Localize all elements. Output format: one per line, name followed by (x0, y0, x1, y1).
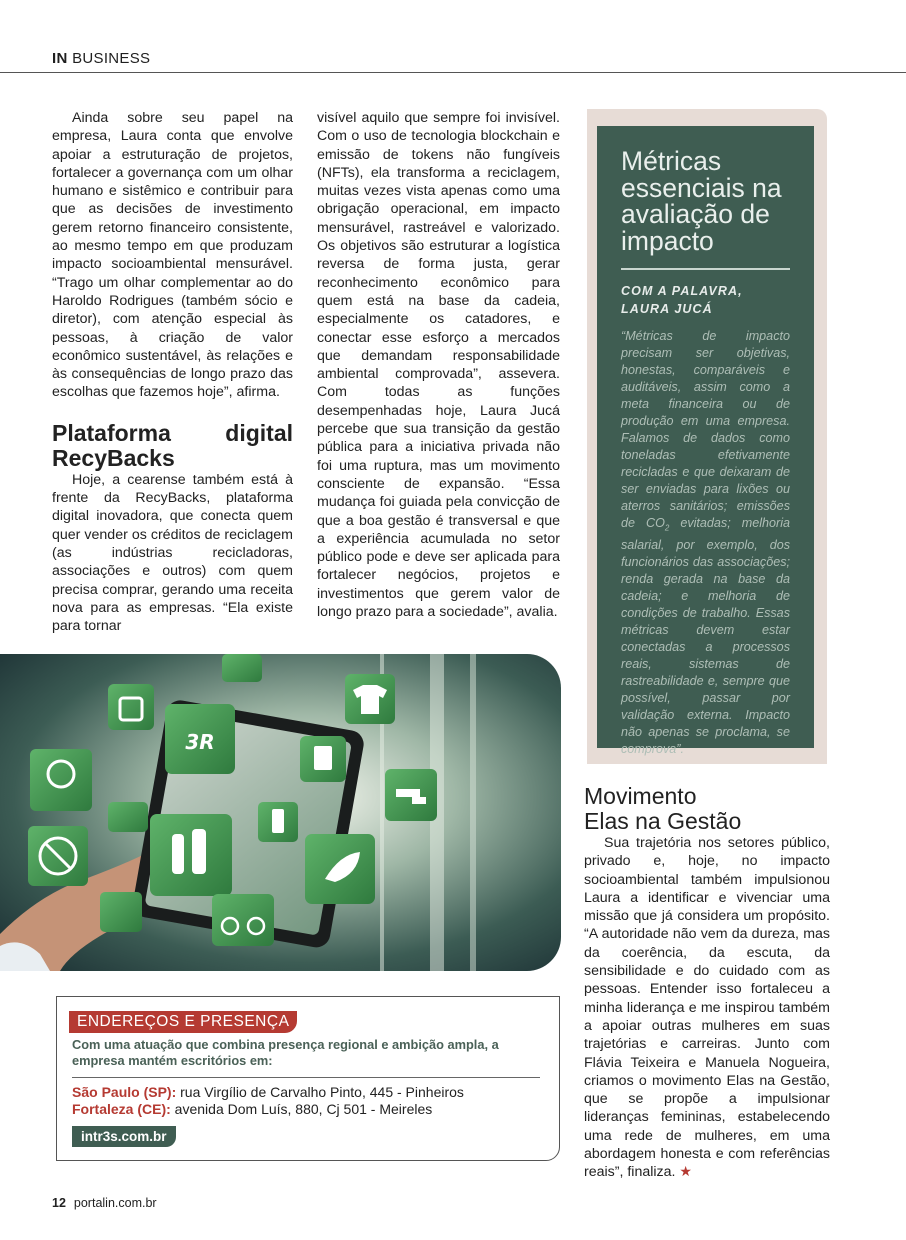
water-tile (222, 654, 262, 682)
bag-tile (108, 684, 154, 730)
sidebar-byline-2: LAURA JUCÁ (621, 302, 713, 316)
bike-tile (212, 894, 274, 946)
sidebar-divider (621, 268, 790, 270)
header-divider (0, 72, 906, 73)
company-website-link[interactable]: intr3s.com.br (72, 1126, 176, 1147)
office-fortaleza-address: avenida Dom Luís, 880, Cj 501 - Meireles (170, 1101, 433, 1117)
office-sao-paulo (72, 1084, 464, 1101)
col1-paragraph-1: Ainda sobre seu papel na empresa, Laura conta que envolve apoiar a estruturação de projetos, fortalecer a governança com um olhar humano e sistêmico e contribuir para que as decisões de investimento gerem retorno financeiro consistente, ao mesmo tempo em que produzam impacto socioambiental mensurável. “Trago um olhar complementar ao do Haroldo Rodrigues (também sócio e diretor), com atenção especial às pessoas, à criação de valor econômico sustentável, às relações e às consequências de longo prazo das escolhas que fazemos hoje”, afirma. (52, 110, 293, 401)
column-2 (317, 109, 560, 621)
bottle-icon-1 (172, 834, 184, 874)
section-header-bold: IN (52, 50, 68, 67)
recycling-tablet-illustration (0, 654, 561, 971)
page-number: 12 (52, 1196, 66, 1210)
office-fortaleza-city: Fortaleza (CE): (72, 1101, 171, 1117)
bulb-tile (30, 749, 92, 811)
col3-paragraph-text: Sua trajetória nos setores público, privado e, hoje, no impacto socioambiental também impulsionou Laura a identificar e vivenciar uma missão que já considera um propósito. “A autoridade não vem da dureza, mas da coerência, da escuta, da sensibilidade e do cuidado com as pessoas. Entender isso fortaleceu a minha liderança e me inspirou também a apoiar outras mulheres em suas trajetórias e carreiras. Junto com Flávia Teixeira e Manuela Nogueira, criamos o movimento Elas na Gestão, que se propõe a impulsionar lideranças femininas, estabelecendo uma rede de mulheres, em uma abordagem honesta e com referências reais”, finaliza. (584, 835, 830, 1181)
address-divider (72, 1077, 540, 1078)
plant-tile (108, 802, 148, 832)
sidebar-quote-b: evitadas; melhoria salarial, por exemplo, dos funcionários das associações; renda gerada na base da cadeia; e melhoria de condições de trabalho. Essas métricas devem estar conectadas a processos reais, sistemas de rastreabilidade e, sempre que possível, passar por validação externa. Impacto não apenas se proclama, se comprova”. (621, 516, 791, 756)
column-3 (584, 784, 830, 1182)
address-tag: ENDEREÇOS E PRESENÇA (69, 1011, 297, 1033)
sidebar-quote-a: “Métricas de impacto precisam ser objetivas, honestas, comparáveis e auditáveis, assim como a meta financeira ou de produção em uma empresa. Falamos de dados como toneladas efetivamente recicladas e que deixaram de ser enviadas para lixões ou aterros sanitários; emissões de CO (621, 329, 790, 530)
office-sao-paulo-address: rua Virgílio de Carvalho Pinto, 445 - Pinheiros (176, 1084, 464, 1100)
sidebar-quote-sub: 2 (664, 523, 670, 533)
col2-paragraph-1: visível aquilo que sempre foi invisível. Com o uso de tecnologia blockchain e emissão de tokens não fungíveis (NFTs), ela transforma a reciclagem, muitas vezes vista apenas como uma obrigação operacional, em impacto mensurável, rastreável e valorizado. Os objetivos são estruturar a logística reversa de forma justa, gerar reconhecimento econômico para quem está na base da cadeia, especialmente os catadores, e conectar esse esforço a mercados que demandam responsabilidade ambiental comprovada”, assevera. Com todas as funções desempenhadas hoje, Laura Jucá percebe que sua transição da gestão pública para a iniciativa privada não foi uma ruptura, mas um movimento consciente de expansão. “Essa mudança foi guiada pela convicção de que a boa gestão é transversal e que a experiência acumulada no setor público pode e deve ser aplicada para fortalecer negócios, projetos e investimentos que gerem valor de longo prazo para a sociedade”, avalia. (317, 110, 560, 621)
end-mark-icon: ★ (679, 1164, 693, 1181)
column-1 (52, 109, 293, 635)
col3-heading-2: Elas na Gestão (584, 808, 742, 834)
col3-heading-1: Movimento (584, 783, 697, 809)
col1-paragraph-2: Hoje, a cearense também está à frente da RecyBacks, plataforma digital inovadora, que conecta quem quer vender os créditos de reciclagem (as indústrias recicladoras, associações e outros) com quem precisa comprar, gerando uma receita nova para as empresas. “Ela existe para tornar (52, 471, 293, 635)
office-sao-paulo-city: São Paulo (SP): (72, 1084, 177, 1100)
section-header (52, 50, 150, 67)
sidebar-byline-1: COM A PALAVRA, (621, 284, 743, 298)
page-footer (52, 1196, 157, 1210)
illustration-svg (0, 654, 561, 971)
footer-site: portalin.com.br (73, 1196, 157, 1210)
bottle-icon-2 (192, 829, 206, 874)
address-intro: Com uma atuação que combina presença regional e ambição ampla, a empresa mantém escritórios em: (72, 1037, 499, 1068)
col3-paragraph-1 (584, 834, 830, 1182)
bottles-tile (150, 814, 232, 896)
sidebar-title: Métricas essenciais na avaliação de impacto (621, 146, 782, 256)
bin-icon (314, 746, 332, 770)
sidebar-byline (621, 282, 801, 318)
battery-icon (272, 809, 284, 833)
3r-label: 3R (185, 730, 215, 754)
office-fortaleza (72, 1101, 432, 1118)
cloud-tile (100, 892, 142, 932)
col1-heading: Plataforma digital RecyBacks (52, 419, 293, 471)
section-header-label: BUSINESS (72, 50, 151, 67)
sidebar-quote (621, 328, 790, 758)
